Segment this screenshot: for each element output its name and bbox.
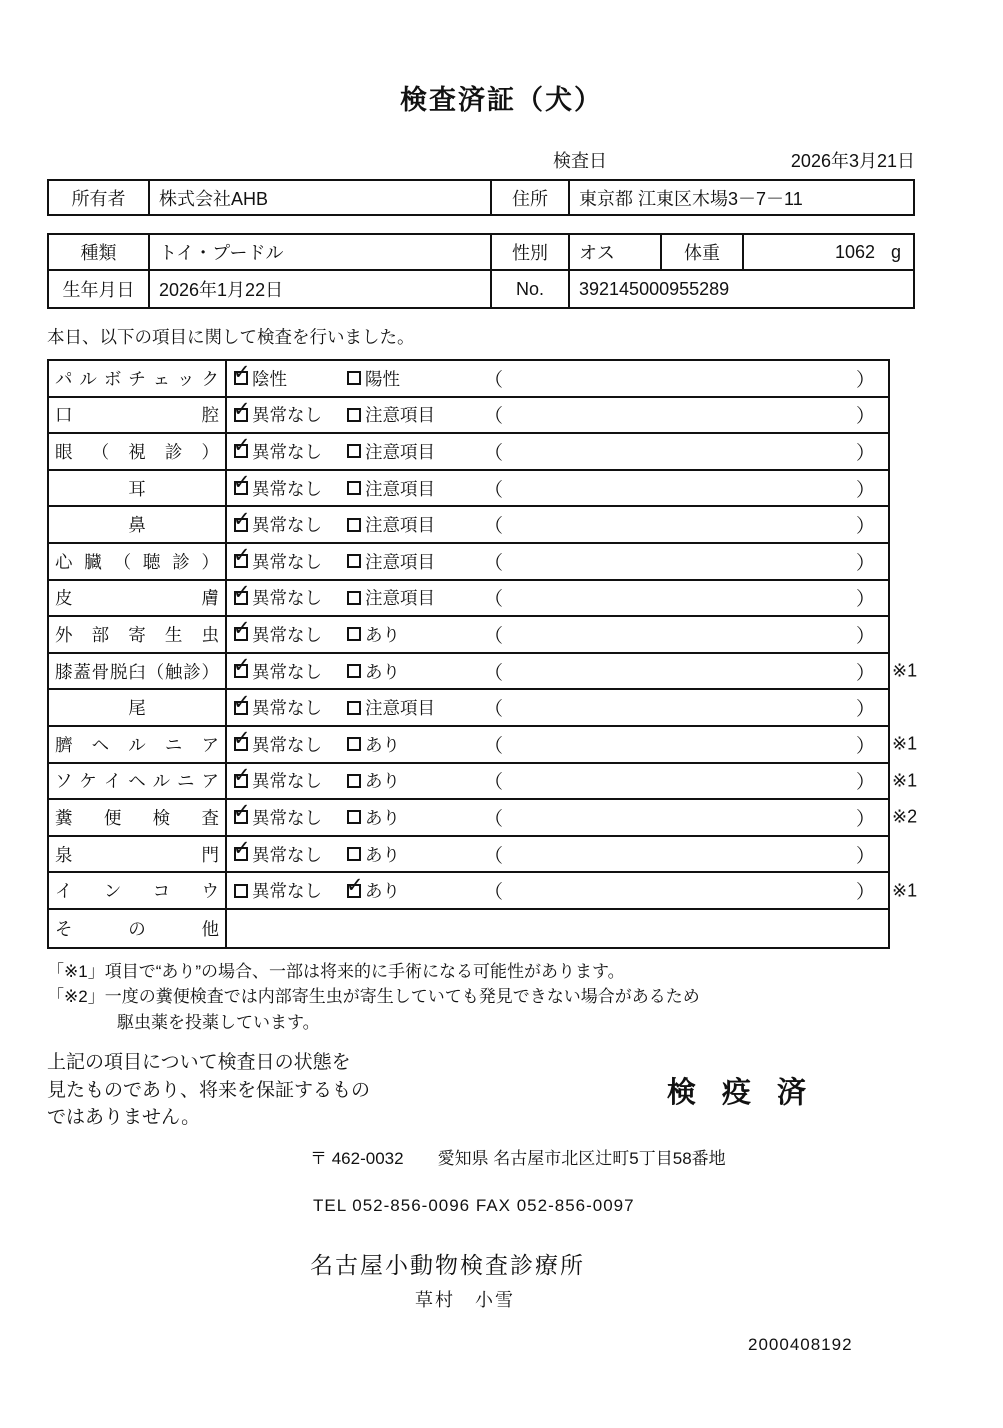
owner-address-label: 住所: [492, 181, 570, 214]
option1-checkbox-icon: [233, 654, 251, 678]
option1: [227, 837, 347, 867]
option2: [347, 768, 484, 793]
paren-close: ）: [855, 882, 875, 904]
weight-unit: g: [890, 241, 901, 262]
paren-close: ）: [855, 625, 875, 647]
option1-checkbox-icon: [233, 434, 251, 458]
result-parens: [484, 365, 888, 392]
option1: [227, 434, 347, 464]
option2: [347, 695, 484, 720]
check-mark-icon: ✓: [233, 397, 251, 421]
option1: [227, 580, 347, 610]
option2-label: あり: [365, 881, 400, 902]
note-mark: ※2: [892, 806, 918, 827]
paren-close: ）: [855, 808, 875, 830]
note-mark: ※1: [892, 733, 918, 754]
option2: [347, 402, 484, 427]
result-parens: [484, 694, 888, 721]
owner-table: [47, 179, 915, 216]
option2-label: あり: [365, 771, 400, 792]
option1-label: 異常なし: [252, 698, 322, 719]
item-label: 臍 ヘ ル ニ ア: [55, 734, 219, 755]
result-parens: [484, 804, 888, 831]
certificate-no-value: 392145000955289: [579, 278, 730, 299]
option2-checkbox-icon: [347, 371, 361, 385]
checklist-row: [49, 910, 888, 947]
option1-checkbox-icon: [233, 690, 251, 715]
option2-checkbox-icon: [347, 664, 361, 678]
option1-checkbox-icon: [234, 884, 248, 898]
option1-checkbox-icon: [233, 727, 251, 751]
option1-checkbox-icon: [233, 397, 251, 422]
paren-open: （: [484, 406, 504, 428]
option1-checkbox-icon: [233, 544, 251, 568]
paren-open: （: [484, 808, 504, 830]
check-mark-icon: ✓: [233, 654, 251, 678]
item-label: 鼻: [128, 515, 146, 536]
item-label: 糞 便 検 査: [55, 807, 219, 828]
option1: [227, 471, 347, 501]
checklist-table: [47, 359, 918, 949]
result-parens: [484, 841, 888, 868]
option2-checkbox-icon: [347, 701, 361, 715]
paren-close: ）: [855, 699, 875, 721]
item-label: イ ン コ ウ: [55, 881, 219, 902]
check-mark-icon: ✓: [233, 617, 251, 641]
checklist-row: [49, 581, 888, 618]
paren-close: ）: [855, 589, 875, 611]
page-title: 検査済証（犬）: [400, 85, 603, 115]
owner-value: 株式会社AHB: [150, 181, 492, 214]
paren-close: ）: [855, 845, 875, 867]
item-label: 眼 （ 視 診 ）: [55, 441, 219, 462]
paren-close: ）: [855, 516, 875, 538]
pet-info-table: [47, 233, 915, 309]
checklist-row: [49, 727, 918, 764]
option1-checkbox-icon: [233, 507, 251, 532]
option2: [346, 873, 484, 903]
item-label: 膝 蓋 骨 脱 臼 （ 触 診 ）: [55, 661, 219, 682]
option2-checkbox-icon: [347, 627, 361, 641]
check-mark-icon: ✓: [233, 361, 251, 385]
paren-open: （: [484, 479, 504, 501]
item-label: パ ル ボ チ ェ ッ ク: [55, 368, 219, 389]
option1-label: 異常なし: [252, 661, 322, 682]
option1-checkbox-icon: [233, 763, 251, 788]
item-label: 外 部 寄 生 虫: [55, 624, 219, 645]
paren-open: （: [484, 369, 504, 391]
option2: [347, 659, 484, 684]
inspection-date-row: [47, 147, 915, 173]
disclaimer-line-1: 上記の項目について検査日の状態を: [47, 1052, 351, 1073]
birthdate-value: 2026年1月22日: [150, 271, 492, 307]
option1: [227, 763, 347, 793]
result-parens: [484, 511, 888, 538]
item-label: 心 臓 （ 聴 診 ）: [55, 551, 219, 572]
clinic-tel-fax: TEL 052-856-0096 FAX 052-856-0097: [313, 1195, 635, 1215]
check-mark-icon: ✓: [233, 800, 251, 824]
option2: [347, 476, 484, 501]
checklist-row: [49, 434, 888, 471]
option1-label: 異常なし: [252, 405, 322, 426]
owner-address-value: 東京都 江東区木場3－7－11: [579, 188, 803, 209]
paren-close: ）: [855, 662, 875, 684]
option2: [347, 622, 484, 647]
result-parens: [484, 877, 888, 904]
option1: [227, 544, 347, 574]
footnotes: [47, 959, 1003, 1036]
option2-label: 注意項目: [365, 515, 435, 536]
weight-value: 1062: [834, 241, 875, 262]
clinic-name: 名古屋小動物検査診療所: [310, 1251, 585, 1278]
disclaimer-line-3: ではありません。: [47, 1107, 201, 1129]
pet-info-row-1: [49, 235, 913, 271]
item-label: 泉 門: [55, 844, 219, 865]
paren-close: ）: [855, 552, 875, 574]
checklist-row: [49, 763, 918, 801]
option1-label: 異常なし: [252, 624, 322, 645]
option1: [227, 654, 347, 684]
item-label: ソ ケ イ ヘ ル ニ ア: [55, 771, 219, 792]
option2-checkbox-icon: [347, 481, 361, 495]
option2-checkbox-icon: [347, 518, 361, 532]
option1: [227, 690, 347, 720]
paren-open: （: [484, 882, 504, 904]
option1: [227, 617, 347, 647]
option2-label: あり: [365, 844, 400, 865]
result-parens: [484, 767, 888, 794]
option1-checkbox-icon: [233, 580, 251, 605]
option1-label: 異常なし: [252, 844, 322, 865]
checklist-row: [49, 654, 918, 691]
check-mark-icon: ✓: [233, 434, 251, 458]
disclaimer-line-2: 見たものであり、将来を保証するもの: [47, 1079, 371, 1101]
option1-label: 異常なし: [252, 441, 322, 462]
result-parens: [484, 584, 888, 611]
paren-open: （: [484, 442, 504, 464]
check-mark-icon: ✓: [346, 873, 364, 897]
check-mark-icon: ✓: [233, 763, 251, 787]
option2-label: あり: [365, 624, 400, 645]
option1: [227, 361, 347, 391]
certificate-no-label: No.: [492, 271, 570, 307]
option1-checkbox-icon: [233, 837, 251, 861]
option2: [347, 512, 484, 537]
option2-label: 注意項目: [365, 588, 435, 609]
option2-checkbox-icon: [347, 591, 361, 605]
checklist-row: [49, 690, 888, 727]
option2-label: 注意項目: [365, 441, 435, 462]
check-mark-icon: ✓: [233, 507, 251, 531]
paren-close: ）: [855, 772, 875, 794]
paren-close: ）: [855, 479, 875, 501]
paren-close: ）: [855, 406, 875, 428]
option2: [347, 439, 484, 464]
option2: [347, 585, 484, 610]
inspection-date-value: 2026年3月21日: [790, 151, 915, 171]
option2: [347, 842, 484, 867]
result-parens: [484, 658, 888, 685]
paren-open: （: [484, 589, 504, 611]
breed-value: トイ・プードル: [150, 235, 492, 269]
option2-label: 注意項目: [365, 698, 435, 719]
paren-close: ）: [855, 369, 875, 391]
option2: [347, 732, 484, 757]
inspection-date-label: 検査日: [553, 151, 607, 171]
paren-close: ）: [855, 442, 875, 464]
option1-label: 異常なし: [252, 551, 322, 572]
pet-info-row-2: [49, 271, 913, 307]
option1-checkbox-icon: [233, 361, 251, 385]
option1-label: 異常なし: [252, 734, 322, 755]
option2-checkbox-icon: [347, 774, 361, 788]
option2-checkbox-icon: [347, 554, 361, 568]
check-mark-icon: ✓: [233, 544, 251, 568]
option1: [227, 727, 347, 757]
checklist-row: [49, 361, 888, 398]
option2-label: あり: [365, 734, 400, 755]
check-mark-icon: ✓: [233, 580, 251, 604]
document-number: 2000408192: [748, 1334, 853, 1354]
intro-text: 本日、以下の項目に関して検査を行いました。: [47, 327, 415, 347]
paren-open: （: [484, 845, 504, 867]
option2-checkbox-icon: [347, 408, 361, 422]
option2-checkbox-icon: [347, 444, 361, 458]
result-parens: [484, 438, 888, 465]
sex-label: 性別: [492, 235, 570, 269]
clinic-postal-address: 〒 462-0032 愛知県 名古屋市北区辻町5丁目58番地: [310, 1148, 726, 1168]
result-parens: [484, 401, 888, 428]
option1-checkbox-icon: [233, 800, 251, 824]
option2-label: あり: [365, 807, 400, 828]
checklist-row: [49, 471, 888, 508]
checklist-row: [49, 873, 918, 910]
paren-open: （: [484, 516, 504, 538]
option1-checkbox-icon: [233, 471, 251, 495]
check-mark-icon: ✓: [233, 471, 251, 495]
result-parens: [484, 475, 888, 502]
option1: [227, 800, 347, 830]
weight-cell: [744, 235, 913, 269]
option1: [227, 397, 347, 427]
option1-label: 異常なし: [252, 478, 322, 499]
item-label: 尾: [128, 698, 146, 719]
paren-open: （: [484, 699, 504, 721]
option2-checkbox-icon: [346, 873, 364, 898]
checklist-row: [49, 544, 888, 581]
paren-open: （: [484, 625, 504, 647]
note-mark: ※1: [892, 660, 918, 681]
option1: [227, 507, 347, 537]
paren-open: （: [484, 552, 504, 574]
option1-label: 異常なし: [252, 881, 322, 902]
option1-label: 陰性: [252, 368, 287, 389]
option1-label: 異常なし: [252, 807, 322, 828]
option2: [347, 805, 484, 830]
quarantine-stamp: 検 疫 済: [666, 1076, 815, 1109]
checklist-row: [49, 617, 888, 654]
sex-value: オス: [570, 235, 662, 269]
item-label: 耳: [128, 478, 146, 499]
option2-label: 注意項目: [365, 405, 435, 426]
option2-checkbox-icon: [347, 847, 361, 861]
owner-label: 所有者: [49, 181, 150, 214]
paren-open: （: [484, 735, 504, 757]
check-mark-icon: ✓: [233, 837, 251, 861]
check-mark-icon: ✓: [233, 727, 251, 751]
checklist-row: [49, 800, 918, 837]
item-label: 口 腔: [55, 405, 219, 426]
footnote-1: 「※1」項目で“あり”の場合、一部は将来的に手術になる可能性があります。: [47, 961, 625, 981]
option1: [227, 878, 347, 903]
result-parens: [484, 731, 888, 758]
option2: [347, 366, 484, 391]
item-label: 皮 膚: [55, 588, 219, 609]
breed-label: 種類: [49, 235, 150, 269]
checklist-row: [49, 398, 888, 435]
result-parens: [484, 548, 888, 575]
disclaimer-text: [47, 1049, 370, 1132]
paren-open: （: [484, 662, 504, 684]
paren-close: ）: [855, 735, 875, 757]
option2: [347, 549, 484, 574]
option1-label: 異常なし: [252, 771, 322, 792]
disclaimer-row: [47, 1049, 915, 1132]
option1-label: 異常なし: [252, 515, 322, 536]
checklist-row: [49, 507, 888, 544]
note-mark: ※1: [892, 770, 918, 791]
examiner-name: 草村 小雪: [415, 1289, 515, 1310]
option2-checkbox-icon: [347, 737, 361, 751]
option1-checkbox-icon: [233, 617, 251, 641]
footnote-2-line2: 駆虫薬を投薬しています。: [117, 1012, 320, 1032]
option2-label: 注意項目: [365, 478, 435, 499]
result-parens: [484, 621, 888, 648]
weight-label: 体重: [662, 235, 744, 269]
option2-checkbox-icon: [347, 810, 361, 824]
option1-label: 異常なし: [252, 588, 322, 609]
option2-label: 陽性: [365, 368, 400, 389]
item-label: そ の 他: [55, 918, 219, 939]
checklist-row: [49, 837, 888, 874]
birthdate-label: 生年月日: [49, 271, 150, 307]
note-mark: ※1: [892, 880, 918, 901]
footnote-2-line1: 「※2」一度の糞便検査では内部寄生虫が寄生していても発見できない場合があるため: [47, 987, 700, 1006]
option2-label: 注意項目: [365, 551, 435, 572]
option2-label: あり: [365, 661, 400, 682]
check-mark-icon: ✓: [233, 690, 251, 714]
paren-open: （: [484, 772, 504, 794]
